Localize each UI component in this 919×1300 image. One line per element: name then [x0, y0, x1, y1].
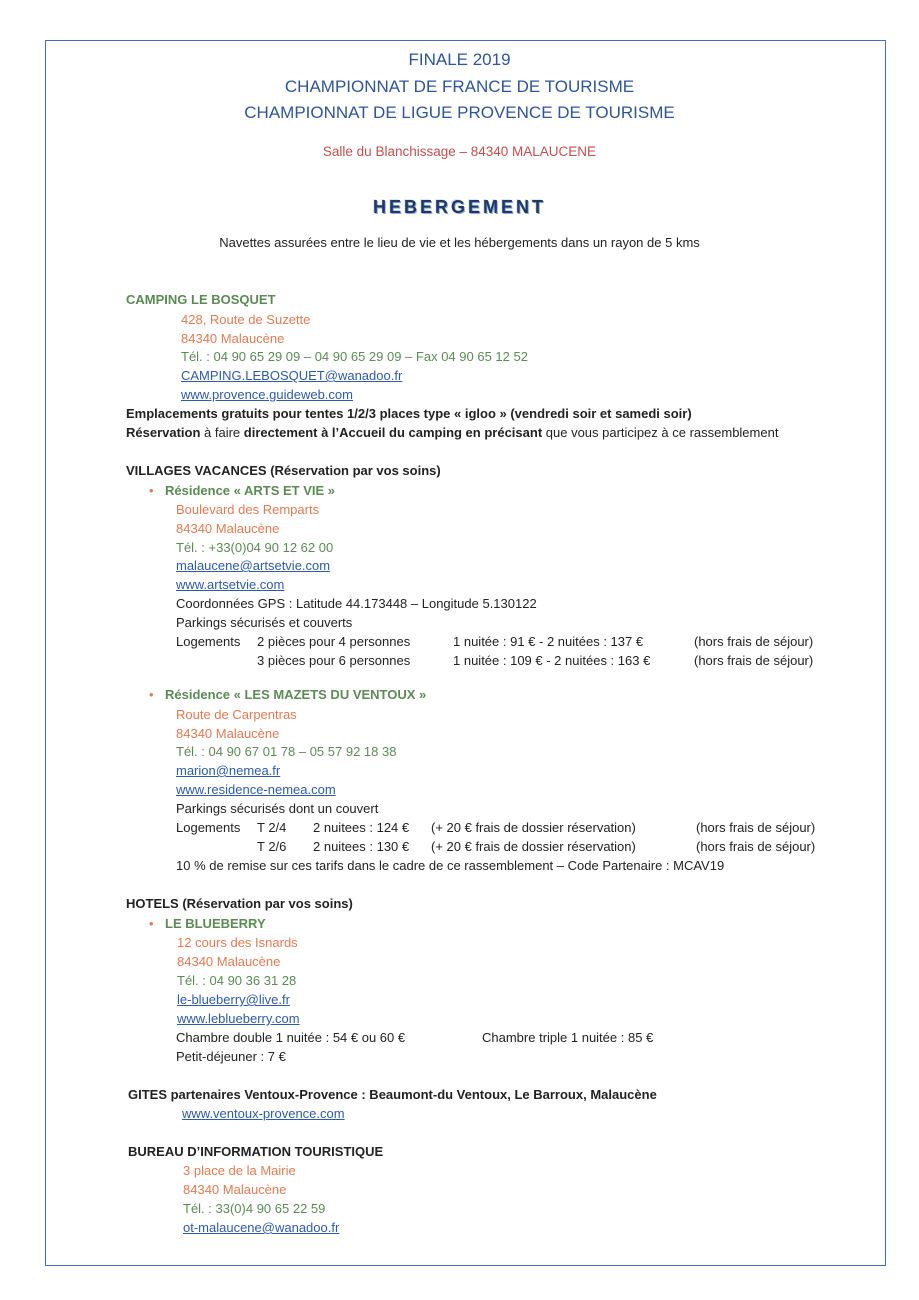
mazets-row2-type: T 2/6 [257, 839, 287, 854]
gites-web-link[interactable]: www.ventoux-provence.com [182, 1106, 345, 1121]
gites-title: GITES partenaires Ventoux-Provence : Beaumont-du Ventoux, Le Barroux, Malaucène [128, 1087, 657, 1102]
camping-title: CAMPING LE BOSQUET [126, 292, 276, 307]
bullet-mazets: • [149, 687, 154, 702]
mazets-row2-price: 2 nuitees : 130 € [313, 839, 410, 854]
mazets-address2: 84340 Malaucène [176, 726, 280, 741]
reservation-mid: à faire [200, 425, 244, 440]
blueberry-breakfast: Petit-déjeuner : 7 € [176, 1049, 286, 1064]
arts-address1: Boulevard des Remparts [176, 502, 320, 517]
bureau-email-link[interactable]: ot-malaucene@wanadoo.fr [183, 1220, 340, 1235]
mazets-row1-fee: (+ 20 € frais de dossier réservation) [431, 820, 636, 835]
blueberry-double: Chambre double 1 nuitée : 54 € ou 60 € [176, 1030, 406, 1045]
blueberry-name: LE BLUEBERRY [165, 916, 266, 931]
mazets-row1-price: 2 nuitees : 124 € [313, 820, 410, 835]
mazets-row1-note: (hors frais de séjour) [696, 820, 816, 835]
villages-title: VILLAGES VACANCES (Réservation par vos soins) [126, 463, 441, 478]
camping-email-link[interactable]: CAMPING.LEBOSQUET@wanadoo.fr [181, 368, 403, 383]
arts-address2: 84340 Malaucène [176, 521, 280, 536]
camping-note-reservation [126, 425, 778, 440]
arts-logements-label: Logements [176, 634, 241, 649]
blueberry-triple: Chambre triple 1 nuitée : 85 € [482, 1030, 654, 1045]
arts-row1-price: 1 nuitée : 91 € - 2 nuitées : 137 € [453, 634, 644, 649]
camping-tel: Tél. : 04 90 65 29 09 – 04 90 65 29 09 – Fax 04 90 65 12 52 [181, 349, 528, 364]
arts-gps: Coordonnées GPS : Latitude 44.173448 – Longitude 5.130122 [176, 596, 537, 611]
camping-address2: 84340 Malaucène [181, 331, 285, 346]
mazets-tel: Tél. : 04 90 67 01 78 – 05 57 92 18 38 [176, 744, 397, 759]
blueberry-web-link[interactable]: www.leblueberry.com [177, 1011, 300, 1026]
bureau-address1: 3 place de la Mairie [183, 1163, 296, 1178]
bureau-title: BUREAU D’INFORMATION TOURISTIQUE [128, 1144, 384, 1159]
arts-row1-note: (hors frais de séjour) [694, 634, 814, 649]
arts-parking: Parkings sécurisés et couverts [176, 615, 353, 630]
bureau-tel: Tél. : 33(0)4 90 65 22 59 [183, 1201, 326, 1216]
mazets-parking: Parkings sécurisés dont un couvert [176, 801, 379, 816]
section-title: HEBERGEMENT [372, 197, 546, 217]
championship-ligue: CHAMPIONNAT DE LIGUE PROVENCE DE TOURISME [244, 103, 675, 122]
mazets-row2-note: (hors frais de séjour) [696, 839, 816, 854]
blueberry-address2: 84340 Malaucène [177, 954, 281, 969]
blueberry-address1: 12 cours des Isnards [177, 935, 298, 950]
venue: Salle du Blanchissage – 84340 MALAUCENE [322, 144, 597, 159]
bullet-arts: • [149, 483, 154, 498]
bureau-address2: 84340 Malaucène [183, 1182, 287, 1197]
arts-name: Résidence « ARTS ET VIE » [165, 483, 336, 498]
arts-email-link[interactable]: malaucene@artsetvie.com [176, 558, 331, 573]
arts-web-link[interactable]: www.artsetvie.com [176, 577, 285, 592]
mazets-discount: 10 % de remise sur ces tarifs dans le cadre de ce rassemblement – Code Partenaire : MCAV19 [176, 858, 725, 873]
mazets-row2-fee: (+ 20 € frais de dossier réservation) [431, 839, 636, 854]
event-title: FINALE 2019 [408, 50, 511, 69]
mazets-row1-type: T 2/4 [257, 820, 287, 835]
arts-row2-note: (hors frais de séjour) [694, 653, 814, 668]
arts-row2-type: 3 pièces pour 6 personnes [257, 653, 411, 668]
camping-note-free: Emplacements gratuits pour tentes 1/2/3 places type « igloo » (vendredi soir et samedi soir) [126, 406, 692, 421]
championship-france: CHAMPIONNAT DE FRANCE DE TOURISME [284, 77, 635, 96]
arts-row1-type: 2 pièces pour 4 personnes [257, 634, 411, 649]
shuttle-note: Navettes assurées entre le lieu de vie et les hébergements dans un rayon de 5 kms [219, 235, 700, 250]
camping-address1: 428, Route de Suzette [181, 312, 311, 327]
reservation-bold: Réservation [126, 425, 201, 440]
bullet-blueberry: • [149, 916, 154, 931]
hotels-title: HOTELS (Réservation par vos soins) [126, 896, 353, 911]
reservation-direct: directement à l’Accueil du camping en précisant [243, 425, 543, 440]
camping-web-link[interactable]: www.provence.guideweb.com [181, 387, 353, 402]
mazets-web-link[interactable]: www.residence-nemea.com [176, 782, 336, 797]
arts-tel: Tél. : +33(0)04 90 12 62 00 [176, 540, 334, 555]
reservation-end: que vous participez à ce rassemblement [542, 425, 779, 440]
mazets-name: Résidence « LES MAZETS DU VENTOUX » [165, 687, 427, 702]
blueberry-tel: Tél. : 04 90 36 31 28 [177, 973, 297, 988]
mazets-email-link[interactable]: marion@nemea.fr [176, 763, 281, 778]
arts-row2-price: 1 nuitée : 109 € - 2 nuitées : 163 € [453, 653, 651, 668]
mazets-address1: Route de Carpentras [176, 707, 297, 722]
blueberry-email-link[interactable]: le-blueberry@live.fr [177, 992, 290, 1007]
mazets-logements-label: Logements [176, 820, 241, 835]
